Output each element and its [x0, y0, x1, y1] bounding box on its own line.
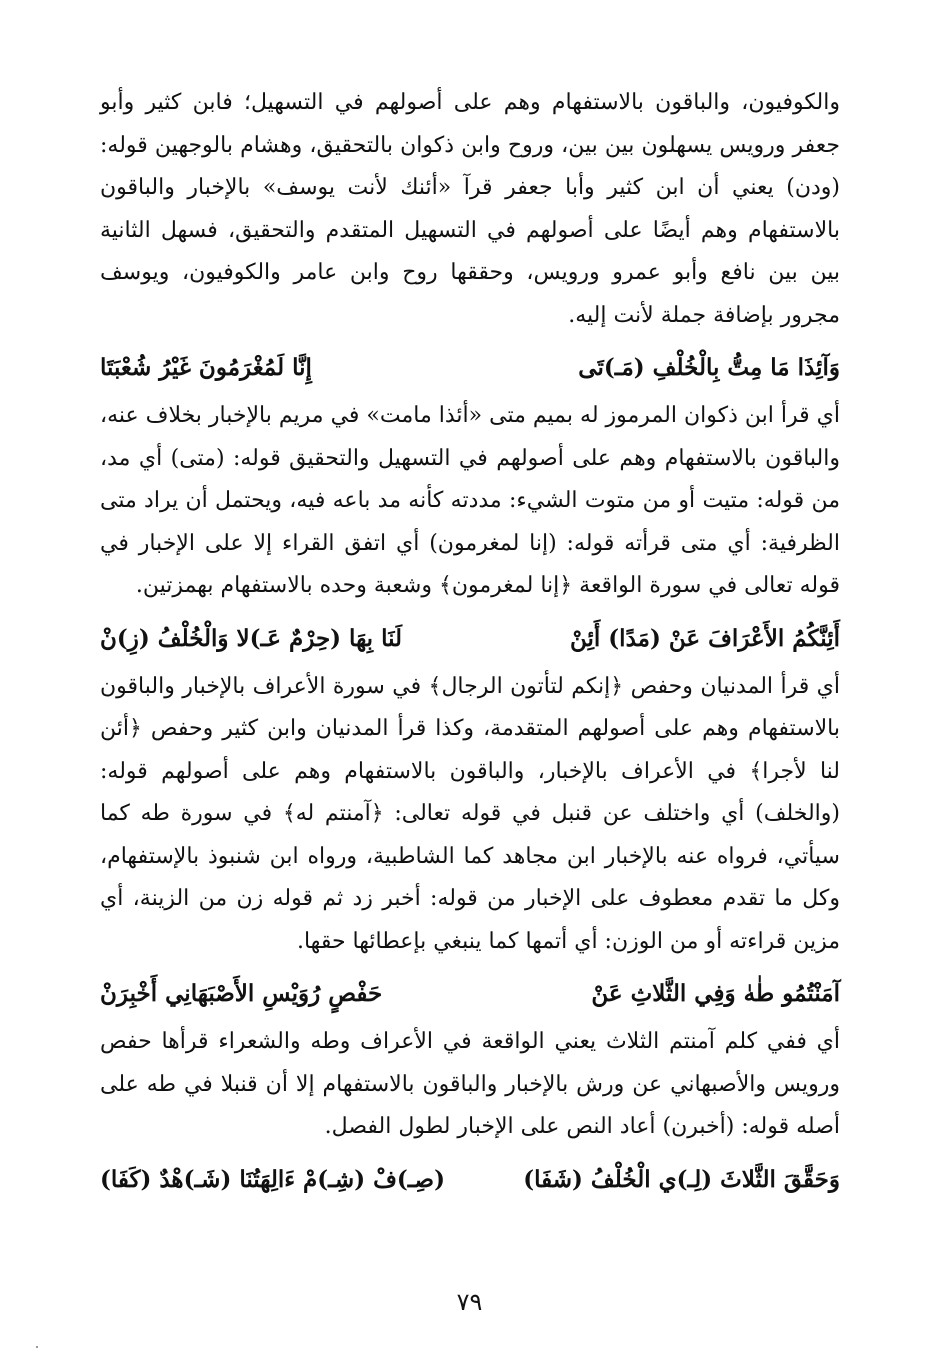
- verse-line-1: [100, 347, 840, 389]
- paragraph-3: أي قرأ المدنيان وحفص ﴿إنكم لتأتون الرجال﴾ في سورة الأعراف بالإخبار والباقون بالاستفهام وهم على أصولهم المتقدمة، وكذا قرأ المدنيان وابن كثير وحفص ﴿أئن لنا لأجرا﴾ في الأعراف بالإخبار، والباقون بالاستفهام وهم على أصولهم قوله: (والخلف) أي واختلف عن قنبل في قوله تعالى: ﴿آمنتم له﴾ في سورة طه كما سيأتي، فرواه عنه بالإخبار ابن مجاهد كما الشاطبية، ورواه ابن شنبوذ بالإستفهام، وكل ما تقدم معطوف على الإخبار من قوله: أخبر زد ثم قوله زن من الزينة، أي مزين قراءته أو من الوزن: أي أتمها كما ينبغي بإعطائها حقها.: [100, 673, 840, 954]
- verse-1-second-hemistich: إِنَّا لَمُغْرَمُونَ غَيْرُ شُعْبَتَا: [100, 354, 312, 381]
- paragraph-1: والكوفيون، والباقون بالاستفهام وهم على أصولهم في التسهيل؛ فابن كثير وأبو جعفر ورويس يسهلون بين بين، وروح وابن ذكوان بالتحقيق، وهشام بالوجهين قوله: (ودن) يعني أن ابن كثير وأبا جعفر قرآ «أئنك لأنت يوسف» بالإخبار والباقون بالاستفهام وهم أيضًا على أصولهم في التسهيل المتقدم والتحقيق، فسهل الثانية بين بين نافع وأبو عمرو ورويس، وحققها روح وابن عامر والكوفيون، ويوسف مجرور بإضافة جملة لأنت إليه.: [100, 90, 840, 328]
- page-body: [100, 82, 840, 1207]
- verse-2-first-hemistich: أَئِنَّكُمُ الأَعْرَافَ عَنْ (مَدًا) أَئِنْ: [569, 624, 840, 652]
- verse-4-first-hemistich: وَحَقَّقَ الثَّلاثَ (لِـ)ي الْخُلْفُ (شَفَا): [523, 1165, 840, 1193]
- verse-line-2: [100, 618, 840, 660]
- paragraph-4: أي ففي كلم آمنتم الثلاث يعني الواقعة في الأعراف وطه والشعراء قرأها حفص ورويس والأصبهاني عن ورش بالإخبار والباقون بالاستفهام إلا أن قنبلا في طه على أصله قوله: (أخبرن) أعاد النص على الإخبار لطول الفصل.: [100, 1029, 840, 1139]
- scan-speck: [36, 1346, 38, 1348]
- verse-2-second-hemistich: لَنَا بِهَا (حِرْمٌ عَـ)لا وَالْخُلْفُ (زِ)نْ: [100, 624, 403, 652]
- verse-3-second-hemistich: حَفْصٍ رُوَيْسِ الأَصْبَهَانِي أَخْبِرَنْ: [100, 980, 383, 1007]
- verse-line-4: [100, 1159, 840, 1201]
- verse-1-first-hemistich: وَآئِذَا مَا مِتُّ بِالْخُلْفِ (مَـ)تَى: [578, 354, 840, 381]
- paragraph-2: أي قرأ ابن ذكوان المرموز له بميم متى «أئذا مامت» في مريم بالإخبار بخلاف عنه، والباقون بالاستفهام وهم على أصولهم في التسهيل والتحقيق قوله: (متى) أي مد، من قوله: متيت أو من متوت الشيء: مددته كأنه مد باعه فيه، ويحتمل أن يراد متى الظرفية: أي متى قرأته قوله: (إنا لمغرمون) أي اتفق القراء إلا على الإخبار في قوله تعالى في سورة الواقعة ﴿إنا لمغرمون﴾ وشعبة وحده بالاستفهام بهمزتين.: [100, 403, 840, 598]
- verse-3-first-hemistich: آمَنْتُمُو طٰهٰ وَفِي الثَّلاثِ عَنْ: [591, 980, 840, 1007]
- verse-line-3: [100, 973, 840, 1015]
- verse-4-second-hemistich: (صِـ)فْ (شِـ)مْ ءَالِهَتُنَا (شَـ)هْدٌ (كَفَا): [100, 1165, 445, 1193]
- page-number: ٧٩: [456, 1288, 483, 1316]
